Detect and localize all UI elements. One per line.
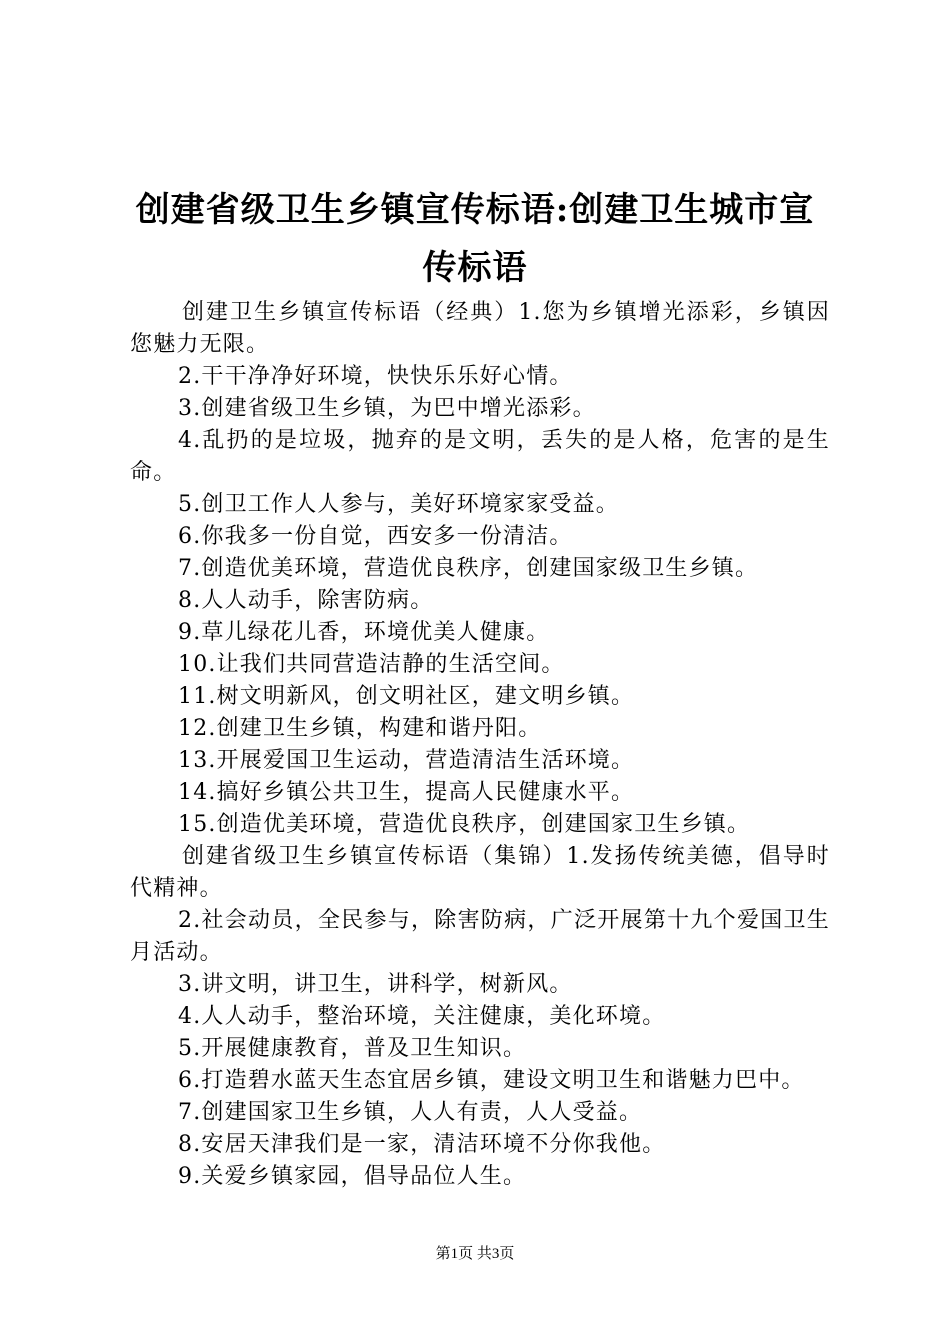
- slogan-item: 2.社会动员，全民参与，除害防病，广泛开展第十九个爱国卫生月活动。: [130, 908, 830, 965]
- document-title-line2: 传标语: [422, 248, 528, 288]
- slogan-item: 3.创建省级卫生乡镇，为巴中增光添彩。: [178, 396, 596, 421]
- section-heading-paragraph: 创建卫生乡镇宣传标语（经典）1.您为乡镇增光添彩，乡镇因您魅力无限。: [130, 300, 830, 357]
- slogan-item: 11.树文明新风，创文明社区，建文明乡镇。: [178, 684, 635, 709]
- slogan-item: 8.人人动手，除害防病。: [178, 588, 434, 613]
- page-footer: 第1页 共3页: [435, 1246, 515, 1262]
- slogan-item: 5.创卫工作人人参与，美好环境家家受益。: [178, 492, 619, 517]
- slogan-item: 7.创建国家卫生乡镇，人人有责，人人受益。: [178, 1100, 643, 1125]
- slogan-item: 9.关爱乡镇家园，倡导品位人生。: [178, 1164, 527, 1189]
- slogan-item: 3.讲文明，讲卫生，讲科学，树新风。: [178, 972, 573, 997]
- slogan-item: 5.开展健康教育，普及卫生知识。: [178, 1036, 527, 1061]
- slogan-item: 15.创造优美环境，营造优良秩序，创建国家卫生乡镇。: [178, 812, 751, 837]
- slogan-item: 7.创造优美环境，营造优良秩序，创建国家级卫生乡镇。: [178, 556, 759, 581]
- section-heading-paragraph: 创建省级卫生乡镇宣传标语（集锦）1.发扬传统美德，倡导时代精神。: [130, 844, 830, 901]
- document-body: [130, 297, 830, 1193]
- slogan-item: 6.打造碧水蓝天生态宜居乡镇，建设文明卫生和谐魅力巴中。: [178, 1068, 805, 1093]
- slogan-item: 10.让我们共同营造洁静的生活空间。: [178, 652, 565, 677]
- slogan-item: 4.乱扔的是垃圾，抛弃的是文明，丢失的是人格，危害的是生命。: [130, 428, 830, 485]
- slogan-item: 13.开展爱国卫生运动，营造清洁生活环境。: [178, 748, 635, 773]
- slogan-item: 6.你我多一份自觉，西安多一份清洁。: [178, 524, 573, 549]
- slogan-item: 9.草儿绿花儿香，环境优美人健康。: [178, 620, 550, 645]
- slogan-item: 12.创建卫生乡镇，构建和谐丹阳。: [178, 716, 542, 741]
- slogan-item: 4.人人动手，整治环境，关注健康，美化环境。: [178, 1004, 666, 1029]
- slogan-item: 14.搞好乡镇公共卫生，提高人民健康水平。: [178, 780, 635, 805]
- slogan-item: 8.安居天津我们是一家，清洁环境不分你我他。: [178, 1132, 666, 1157]
- document-title-line1: 创建省级卫生乡镇宣传标语:创建卫生城市宣: [135, 190, 815, 230]
- slogan-item: 2.干干净净好环境，快快乐乐好心情。: [178, 364, 573, 389]
